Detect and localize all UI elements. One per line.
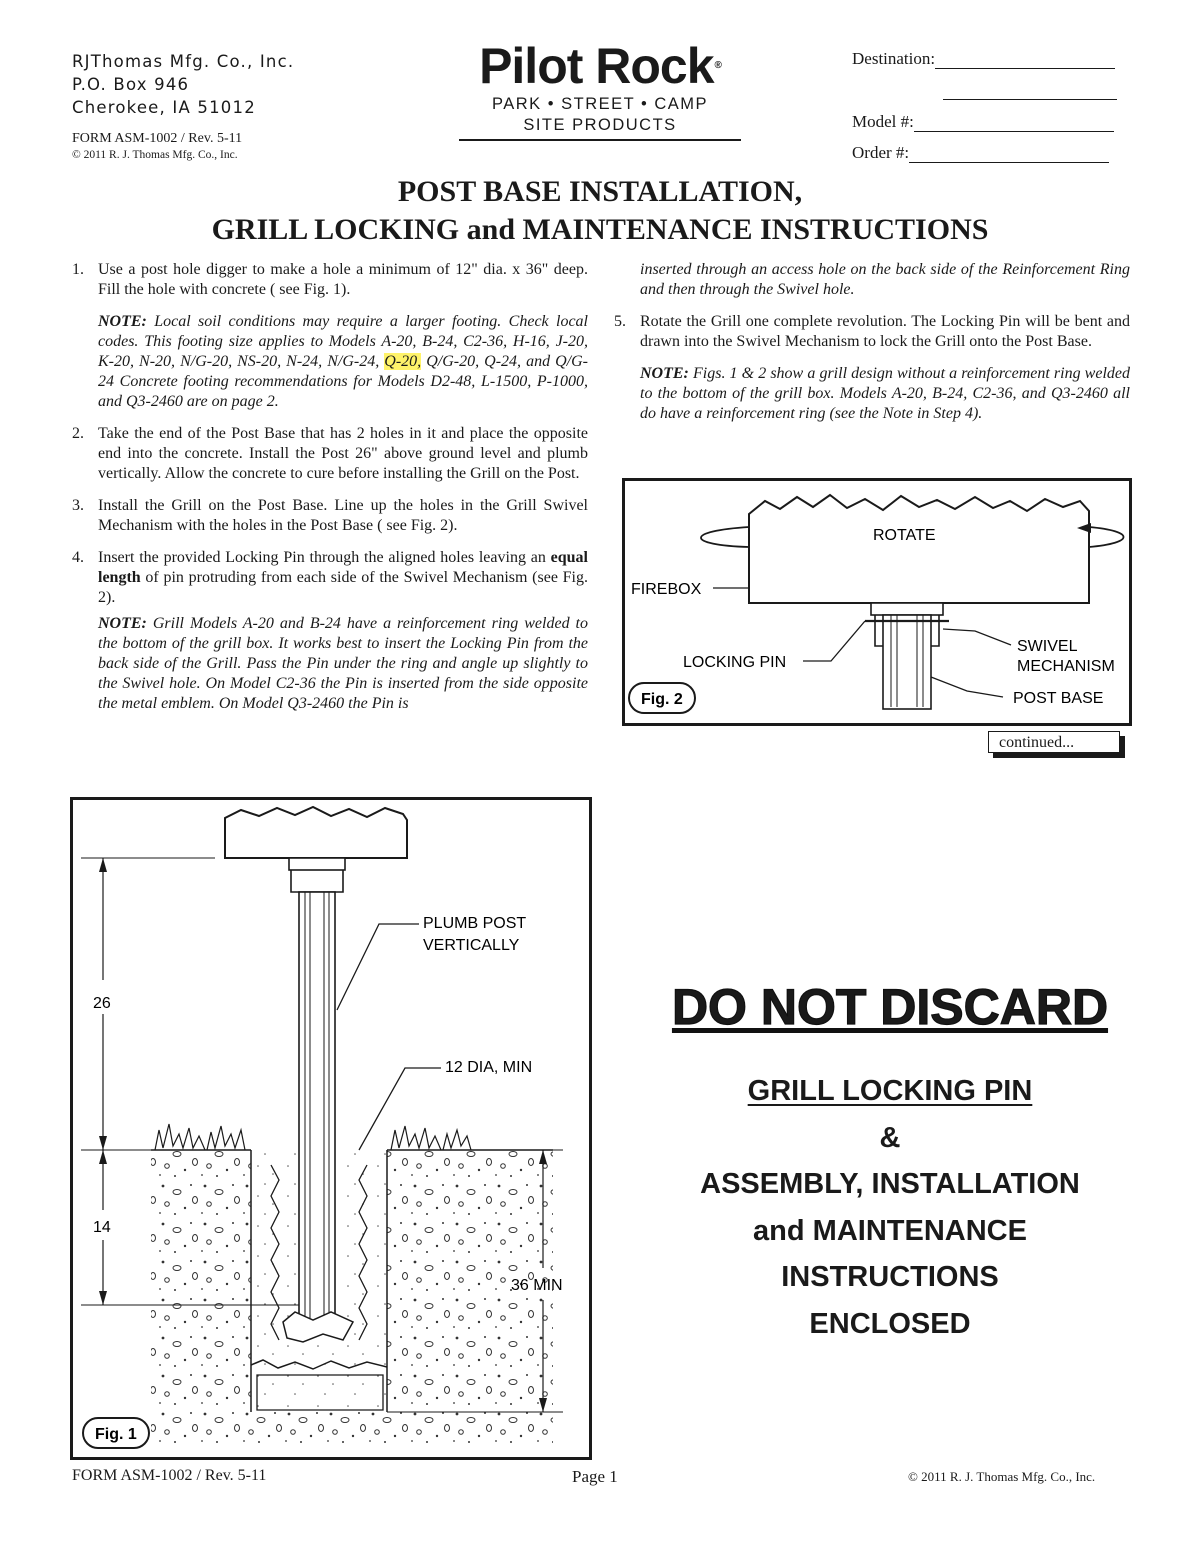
step-4 — [72, 548, 588, 608]
step-4-text-a: Insert the provided Locking Pin through the aligned holes leaving an — [98, 549, 546, 566]
rotate-arrow-right — [1089, 527, 1124, 547]
notice-line-4: and MAINTENANCE — [753, 1214, 1027, 1247]
step-4-text-b: of pin protruding from each side of the Swivel Mechanism (see Fig. 2). — [98, 569, 588, 606]
step-1-number: 1. — [72, 261, 84, 278]
note-5 — [614, 364, 1130, 424]
plumb-leader — [337, 924, 419, 1010]
grass-right-2 — [443, 1130, 471, 1150]
figure-1-drawing — [73, 800, 589, 1457]
destination-field-2[interactable] — [943, 80, 1117, 100]
step-2 — [72, 424, 588, 484]
order-label: Order #: — [852, 143, 910, 162]
title-line-2: GRILL LOCKING and MAINTENANCE INSTRUCTIONS — [211, 213, 989, 246]
firebox-shape — [749, 495, 1089, 603]
rotate-arrow-left — [701, 527, 749, 547]
post-base-shape — [883, 615, 931, 709]
enclosed-notice — [620, 1068, 1160, 1347]
destination-line[interactable] — [935, 50, 1115, 69]
step-4-bold: equal length — [98, 549, 588, 586]
swivel-bracket-fig1 — [291, 870, 343, 892]
step-2-text: Take the end of the Post Base that has 2 holes in it and place the opposite end into the concrete. Install the Post 26" above ground level and plumb vertically. Allow the concrete to cure before installing the Grill on the Post. — [98, 425, 588, 482]
instructions-right-column — [614, 260, 1130, 436]
footer-copyright: © 2011 R. J. Thomas Mfg. Co., Inc. — [908, 1469, 1096, 1484]
post-shape — [299, 892, 335, 1322]
copyright-header: © 2011 R. J. Thomas Mfg. Co., Inc. — [72, 149, 238, 161]
model-field[interactable] — [852, 112, 1114, 132]
step-1-text: Use a post hole digger to make a hole a minimum of 12" dia. x 36" deep. Fill the hole with concrete ( see Fig. 1). — [98, 261, 588, 298]
dim-26-label: 26 — [93, 995, 111, 1012]
note-5-text: Figs. 1 & 2 show a grill design without a reinforcement ring welded to the bottom of the grill box. Models A-20, B-24, C2-36, and Q3-2460 all do have a reinforcement ring (see the Note in Step 4). — [640, 365, 1130, 422]
form-info — [72, 131, 242, 163]
locking-pin-label: LOCKING PIN — [683, 654, 787, 671]
notice-line-5: INSTRUCTIONS — [781, 1261, 999, 1293]
post-base-leader — [931, 677, 1003, 697]
plumb-label-1: PLUMB POST — [423, 915, 527, 932]
note-4-continued-text: inserted through an access hole on the back side of the Reinforcement Ring and then through the Swivel hole. — [640, 261, 1130, 298]
grill-firebox-shape — [225, 807, 407, 858]
figure-2 — [622, 478, 1132, 726]
dim-14-arrow-top — [99, 1150, 107, 1164]
instructions-left-column — [72, 260, 588, 726]
company-city: Cherokee, IA 51012 — [72, 98, 256, 117]
order-line[interactable] — [909, 144, 1109, 163]
step-3 — [72, 496, 588, 536]
logo-tagline-2: SITE PRODUCTS — [523, 116, 677, 134]
grass-left-2 — [207, 1126, 245, 1150]
logo-brand: Pilot Rock — [479, 38, 714, 94]
plumb-label-2: VERTICALLY — [423, 937, 520, 954]
step-3-number: 3. — [72, 497, 84, 514]
model-label: Model #: — [852, 112, 914, 131]
swivel-label-2: MECHANISM — [1017, 658, 1115, 675]
note-4 — [72, 614, 588, 714]
pilot-rock-logo — [440, 38, 760, 141]
note-4-text: Grill Models A-20 and B-24 have a reinforcement ring welded to the bottom of the grill box. It works best to insert the Locking Pin from the back side of the Grill. Pass the Pin under the ring and angle up slightly to the Swivel hole. On Model C2-36 the Pin is inserted from the side opposite the metal emblem. On Model Q3-2460 the Pin is — [98, 615, 588, 712]
step-1 — [72, 260, 588, 300]
destination-field[interactable] — [852, 49, 1115, 69]
highlighted-model: Q-20, — [384, 353, 422, 370]
swivel-leader — [943, 629, 1011, 645]
grass-right — [391, 1126, 441, 1150]
post-base-label: POST BASE — [1013, 690, 1104, 707]
dia-label: 12 DIA, MIN — [445, 1059, 533, 1076]
destination-line-2[interactable] — [943, 81, 1117, 100]
dim-36-label: 36 MIN — [511, 1277, 563, 1294]
note-1-text-a: Local soil conditions may require a larger footing. Check local codes. This footing size applies to Models A-20, B-24, C2-36, H-16, J-20, K-20, N-20, N/G-20, NS-20, N-24, N/G-24, — [98, 313, 588, 370]
continued-box: continued... — [988, 731, 1120, 753]
note-5-label: NOTE: — [640, 365, 689, 382]
figure-2-drawing — [625, 481, 1129, 723]
dim-26-arrow-bottom — [99, 1136, 107, 1150]
form-number: FORM ASM-1002 / Rev. 5-11 — [72, 131, 243, 146]
footer-form-number: FORM ASM-1002 / Rev. 5-11 — [72, 1467, 267, 1484]
swivel-plate — [871, 603, 943, 615]
step-3-text: Install the Grill on the Post Base. Line up the holes in the Grill Swivel Mechanism with the holes in the Post Base ( see Fig. 2). — [98, 497, 588, 534]
step-5-text: Rotate the Grill one complete revolution. The Locking Pin will be bent and drawn into the Swivel Mechanism to lock the Grill onto the Post Base. — [640, 313, 1130, 350]
dim-14-label: 14 — [93, 1219, 111, 1236]
note-1-label: NOTE: — [98, 313, 147, 330]
dim-26-arrow-top — [99, 858, 107, 872]
dia-leader — [359, 1068, 441, 1150]
fig-2-label: Fig. 2 — [641, 691, 683, 708]
grass-left — [155, 1124, 205, 1150]
note-1 — [72, 312, 588, 412]
dim-14-arrow-bottom — [99, 1291, 107, 1305]
rotate-label: ROTATE — [873, 527, 936, 544]
company-name: RJThomas Mfg. Co., Inc. — [72, 52, 295, 71]
order-field[interactable] — [852, 143, 1109, 163]
swivel-label-1: SWIVEL — [1017, 638, 1078, 655]
notice-line-1: GRILL LOCKING PIN — [747, 1075, 1033, 1107]
logo-registered: ® — [714, 60, 721, 71]
title-line-1: POST BASE INSTALLATION, — [397, 175, 803, 208]
company-address — [72, 50, 294, 119]
logo-rule — [459, 139, 741, 141]
note-4-continued — [614, 260, 1130, 300]
note-4-label: NOTE: — [98, 615, 147, 632]
locking-pin-leader — [803, 621, 865, 661]
figure-1 — [70, 797, 592, 1460]
step-4-number: 4. — [72, 549, 84, 566]
page-title — [0, 173, 1200, 249]
fig-1-label: Fig. 1 — [95, 1426, 137, 1443]
do-not-discard-headline: DO NOT DISCARD — [671, 979, 1109, 1035]
logo-tagline-1: PARK • STREET • CAMP — [491, 95, 709, 113]
step-5-number: 5. — [614, 313, 626, 330]
firebox-label: FIREBOX — [631, 581, 702, 598]
model-line[interactable] — [914, 113, 1114, 132]
company-po-box: P.O. Box 946 — [72, 75, 190, 94]
notice-line-2: & — [879, 1121, 901, 1154]
note-1-text-b: Q/G-20, Q-24, and Q/G-24 Concrete footing recommendations for Models D2-48, L-1500, P-1000, and Q3-2460 are on page 2. — [98, 353, 589, 410]
destination-label: Destination: — [852, 49, 936, 68]
step-5 — [614, 312, 1130, 352]
step-2-number: 2. — [72, 425, 84, 442]
notice-line-3: ASSEMBLY, INSTALLATION — [700, 1168, 1080, 1200]
swivel-plate-fig1 — [289, 858, 345, 870]
notice-line-6: ENCLOSED — [809, 1307, 971, 1340]
footer-page-number: Page 1 — [572, 1467, 618, 1486]
